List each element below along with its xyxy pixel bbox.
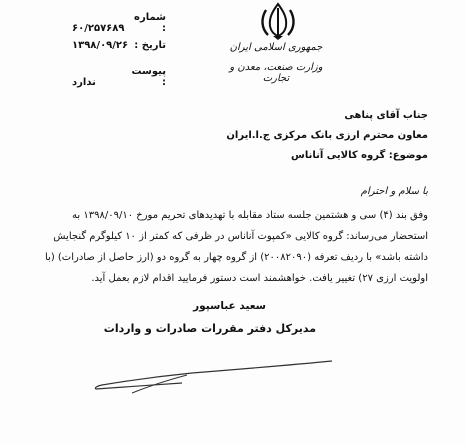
signatory-title: مدیرکل دفتر مقررات صادرات و واردات (103, 322, 316, 335)
recipient-position: معاون محترم ارزی بانک مرکزی ج.ا.ایران (226, 130, 428, 141)
ministry-line-1: جمهوری اسلامی ایران (229, 42, 323, 53)
number-label: شماره : (134, 12, 166, 34)
body-line: داشته باشد» با ردیف تعرفه (۲۰۰۸۲۰۹۰) از گروه چهار به گروه دو (ارز حاصل از صادرات) (با (45, 252, 428, 263)
iran-emblem-icon (258, 2, 298, 40)
attachment-value: ندارد (72, 77, 96, 88)
body-line: وفق بند (۴) سی و هشتمین جلسه ستاد مقابله با تهدیدهای تحریم مورخ ۱۳۹۸/۰۹/۱۰ به (72, 210, 428, 221)
letter-date (70, 40, 166, 51)
recipient-name: جناب آقای پناهی (344, 110, 428, 121)
body-line: استحضار می‌رساند: گروه کالایی «کمپوت آناناس در ظرفی که کمتر از ۱۰ کیلوگرم گنجایش (53, 231, 428, 242)
letter-subject: موضوع: گروه کالایی آناناس (291, 150, 428, 161)
ministry-line-2: وزارت صنعت، معدن و تجارت (229, 62, 323, 84)
letter-attachment (70, 66, 166, 88)
date-label: تاریخ : (134, 40, 166, 51)
date-value: ۱۳۹۸/۰۹/۲۶ (72, 40, 129, 51)
number-value: ۶۰/۲۵۷۶۸۹ (72, 23, 125, 34)
letter-number (70, 12, 166, 34)
attachment-label: پیوست : (131, 66, 166, 88)
signatory-name: سعید عباسپور (193, 300, 266, 312)
greeting: با سلام و احترام (360, 186, 428, 197)
body-line: اولویت ارزی ۲۷) تغییر یافت. خواهشمند است دستور فرمایید اقدام لازم بعمل آید. (91, 273, 428, 284)
handwritten-signature-icon (92, 355, 337, 395)
